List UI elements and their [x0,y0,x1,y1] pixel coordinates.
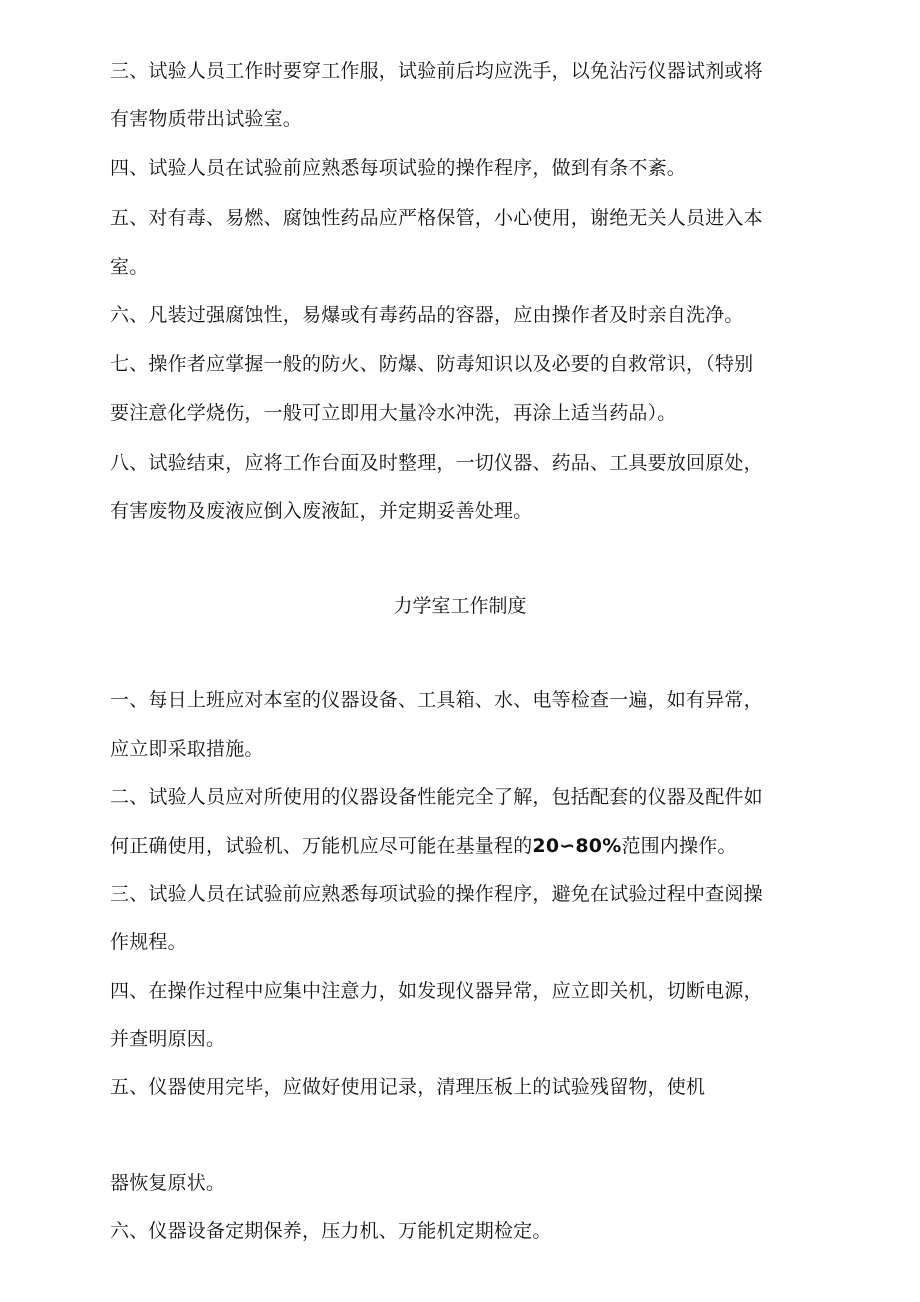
rule-4-line-1: 四、试验人员在试验前应熟悉每项试验的操作程序，做到有条不紊。 [110,157,687,179]
rule-5-line-2: 室。 [110,256,149,278]
rule-5-line-1: 五、对有毒、易燃、腐蚀性药品应严格保管，小心使用，谢绝无关人员进入本 [110,207,763,229]
mech-rule-5-line-2: 器恢复原状。 [110,1172,226,1194]
range-value: 20∽80% [532,835,622,857]
rule-8-line-1: 八、试验结束，应将工作台面及时整理，一切仪器、药品、工具要放回原处， [110,452,763,474]
section-title: 力学室工作制度 [393,595,527,617]
mech-rule-2-line-1: 二、试验人员应对所使用的仪器设备性能完全了解，包括配套的仪器及配件如 [110,786,763,808]
rule-3-line-2: 有害物质带出试验室。 [110,108,303,130]
mech-rule-4-line-2: 并查明原因。 [110,1028,226,1050]
rule-3-line-1: 三、试验人员工作时要穿工作服，试验前后均应洗手，以免沾污仪器试剂或将 [110,60,763,82]
rule-7-line-2: 要注意化学烧伤，一般可立即用大量冷水冲洗，再涂上适当药品）。 [110,402,677,424]
mech-rule-1-line-1: 一、每日上班应对本室的仪器设备、工具箱、水、电等检查一遍，如有异常， [110,689,763,711]
mech-rule-1-line-2: 应立即采取措施。 [110,738,264,760]
rule-6-line-1: 六、凡装过强腐蚀性，易爆或有毒药品的容器，应由操作者及时亲自洗净。 [110,304,744,326]
mech-rule-2-line-2-suffix: 范围内操作。 [621,835,737,857]
mech-rule-5-line-1: 五、仪器使用完毕，应做好使用记录，清理压板上的试验残留物，使机 [110,1076,706,1098]
rule-7-line-1: 七、操作者应掌握一般的防火、防爆、防毒知识以及必要的自救常识，（特别 [110,353,754,375]
mech-rule-4-line-1: 四、在操作过程中应集中注意力，如发现仪器异常，应立即关机，切断电源， [110,980,763,1002]
mech-rule-6-line-1: 六、仪器设备定期保养，压力机、万能机定期检定。 [110,1220,552,1242]
mech-rule-3-line-2: 作规程。 [110,931,187,953]
mech-rule-2-line-2 [110,834,810,858]
mech-rule-2-line-2-prefix: 何正确使用，试验机、万能机应尽可能在基量程的 [110,835,533,857]
rule-8-line-2: 有害废物及废液应倒入废液缸，并定期妥善处理。 [110,500,533,522]
mech-rule-3-line-1: 三、试验人员在试验前应熟悉每项试验的操作程序，避免在试验过程中查阅操 [110,883,763,905]
